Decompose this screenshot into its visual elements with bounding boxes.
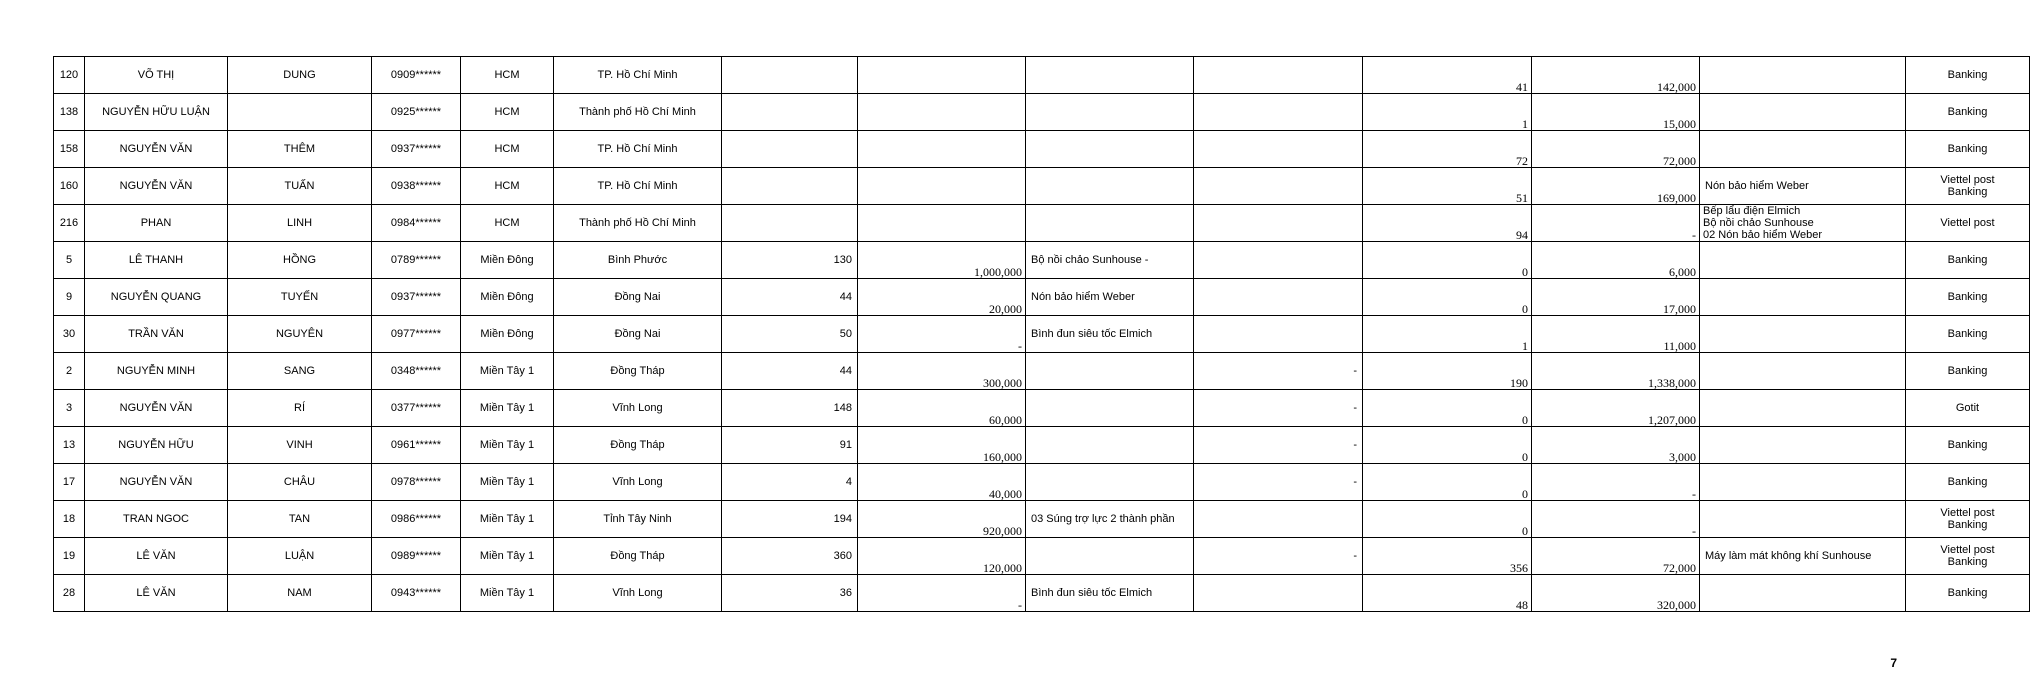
cell-last-name: NGUYỄN VĂN	[85, 390, 228, 427]
cell-col10	[1194, 279, 1363, 316]
cell-col11: 0	[1363, 279, 1532, 316]
cell-col9: 03 Súng trợ lực 2 thành phần	[1026, 501, 1194, 538]
table-row	[54, 501, 2030, 538]
cell-stt: 9	[54, 279, 85, 316]
cell-col13	[1700, 501, 1906, 538]
cell-phone: 0986******	[372, 501, 461, 538]
cell-region: Miền Đông	[461, 316, 554, 353]
cell-col8: 300,000	[858, 353, 1026, 390]
cell-col8: 20,000	[858, 279, 1026, 316]
cell-col10	[1194, 168, 1363, 205]
cell-col13	[1700, 464, 1906, 501]
cell-first-name: THÊM	[228, 131, 372, 168]
cell-payment: Viettel post Banking	[1906, 538, 2030, 575]
cell-region: Miền Tây 1	[461, 501, 554, 538]
table-row	[54, 427, 2030, 464]
cell-col13: Nón bảo hiểm Weber	[1700, 168, 1906, 205]
cell-col10	[1194, 205, 1363, 242]
cell-last-name: NGUYỄN VĂN	[85, 131, 228, 168]
cell-col7: 194	[722, 501, 858, 538]
cell-col9: Nón bảo hiểm Weber	[1026, 279, 1194, 316]
cell-col7: 130	[722, 242, 858, 279]
table-row	[54, 353, 2030, 390]
cell-stt: 18	[54, 501, 85, 538]
cell-col12: -	[1532, 501, 1700, 538]
page-number: 7	[1890, 656, 1897, 670]
cell-stt: 17	[54, 464, 85, 501]
cell-col7: 36	[722, 575, 858, 612]
cell-stt: 158	[54, 131, 85, 168]
cell-first-name: NGUYÊN	[228, 316, 372, 353]
cell-payment: Banking	[1906, 242, 2030, 279]
cell-phone: 0978******	[372, 464, 461, 501]
table-row	[54, 205, 2030, 242]
cell-first-name: TUẤN	[228, 168, 372, 205]
cell-first-name: TUYẾN	[228, 279, 372, 316]
cell-last-name: NGUYỄN HỮU	[85, 427, 228, 464]
cell-payment: Gotit	[1906, 390, 2030, 427]
cell-first-name: HỒNG	[228, 242, 372, 279]
cell-last-name: NGUYỄN HỮU LUẬN	[85, 94, 228, 131]
cell-last-name: NGUYỄN VĂN	[85, 168, 228, 205]
cell-col7: 91	[722, 427, 858, 464]
cell-col7	[722, 94, 858, 131]
cell-region: HCM	[461, 94, 554, 131]
cell-last-name: TRẦN VĂN	[85, 316, 228, 353]
table-row	[54, 57, 2030, 94]
cell-col8	[858, 205, 1026, 242]
cell-col12: 142,000	[1532, 57, 1700, 94]
cell-col13: Bếp lẩu điện Elmich Bộ nồi chảo Sunhouse 02 Nón bảo hiểm Weber	[1700, 205, 1906, 242]
cell-col13	[1700, 316, 1906, 353]
cell-last-name: LÊ VĂN	[85, 575, 228, 612]
cell-col8: 160,000	[858, 427, 1026, 464]
cell-last-name: VÕ THỊ	[85, 57, 228, 94]
cell-region: Miền Đông	[461, 242, 554, 279]
table-row	[54, 316, 2030, 353]
cell-col10	[1194, 316, 1363, 353]
cell-region: Miền Tây 1	[461, 353, 554, 390]
cell-first-name: DUNG	[228, 57, 372, 94]
cell-col11: 0	[1363, 390, 1532, 427]
table-row	[54, 279, 2030, 316]
cell-col7: 50	[722, 316, 858, 353]
cell-col11: 72	[1363, 131, 1532, 168]
cell-province: Tỉnh Tây Ninh	[554, 501, 722, 538]
cell-phone: 0937******	[372, 279, 461, 316]
cell-phone: 0989******	[372, 538, 461, 575]
cell-col10	[1194, 242, 1363, 279]
cell-phone: 0348******	[372, 353, 461, 390]
cell-province: TP. Hồ Chí Minh	[554, 131, 722, 168]
cell-province: Thành phố Hồ Chí Minh	[554, 205, 722, 242]
cell-col8	[858, 131, 1026, 168]
cell-payment: Banking	[1906, 94, 2030, 131]
cell-col10: -	[1194, 353, 1363, 390]
cell-col13	[1700, 242, 1906, 279]
cell-col9: Bộ nồi chảo Sunhouse -	[1026, 242, 1194, 279]
cell-stt: 30	[54, 316, 85, 353]
cell-col7	[722, 131, 858, 168]
cell-phone: 0943******	[372, 575, 461, 612]
cell-province: Đồng Tháp	[554, 353, 722, 390]
cell-col8: 120,000	[858, 538, 1026, 575]
cell-region: HCM	[461, 131, 554, 168]
cell-col8: 1,000,000	[858, 242, 1026, 279]
cell-col13	[1700, 94, 1906, 131]
cell-col10	[1194, 501, 1363, 538]
cell-province: Vĩnh Long	[554, 575, 722, 612]
cell-phone: 0961******	[372, 427, 461, 464]
cell-phone: 0789******	[372, 242, 461, 279]
cell-col12: -	[1532, 205, 1700, 242]
cell-payment: Banking	[1906, 131, 2030, 168]
cell-col7	[722, 57, 858, 94]
cell-phone: 0909******	[372, 57, 461, 94]
cell-col13: Máy làm mát không khí Sunhouse	[1700, 538, 1906, 575]
cell-first-name: NAM	[228, 575, 372, 612]
cell-stt: 2	[54, 353, 85, 390]
cell-col12: 72,000	[1532, 131, 1700, 168]
cell-col11: 48	[1363, 575, 1532, 612]
cell-col12: 3,000	[1532, 427, 1700, 464]
cell-col12: 6,000	[1532, 242, 1700, 279]
cell-province: Đồng Tháp	[554, 427, 722, 464]
cell-col11: 94	[1363, 205, 1532, 242]
cell-col13	[1700, 353, 1906, 390]
cell-col8	[858, 168, 1026, 205]
cell-col9	[1026, 427, 1194, 464]
cell-region: Miền Tây 1	[461, 390, 554, 427]
cell-col11: 51	[1363, 168, 1532, 205]
cell-province: Đồng Nai	[554, 316, 722, 353]
table-row	[54, 390, 2030, 427]
cell-col9	[1026, 353, 1194, 390]
cell-col7: 44	[722, 353, 858, 390]
cell-stt: 120	[54, 57, 85, 94]
cell-col11: 0	[1363, 464, 1532, 501]
cell-col9	[1026, 57, 1194, 94]
cell-col7: 148	[722, 390, 858, 427]
table-row	[54, 242, 2030, 279]
cell-last-name: LÊ VĂN	[85, 538, 228, 575]
cell-col10: -	[1194, 427, 1363, 464]
cell-province: Đồng Tháp	[554, 538, 722, 575]
cell-phone: 0984******	[372, 205, 461, 242]
cell-stt: 216	[54, 205, 85, 242]
cell-province: Thành phố Hồ Chí Minh	[554, 94, 722, 131]
cell-col10	[1194, 575, 1363, 612]
table-row	[54, 464, 2030, 501]
table-row	[54, 131, 2030, 168]
cell-last-name: NGUYỄN QUANG	[85, 279, 228, 316]
cell-col7: 360	[722, 538, 858, 575]
cell-last-name: PHAN	[85, 205, 228, 242]
cell-first-name: CHÂU	[228, 464, 372, 501]
cell-col9	[1026, 464, 1194, 501]
cell-col12: 15,000	[1532, 94, 1700, 131]
cell-col11: 0	[1363, 501, 1532, 538]
cell-col7	[722, 205, 858, 242]
cell-region: Miền Tây 1	[461, 464, 554, 501]
cell-col10	[1194, 57, 1363, 94]
cell-province: TP. Hồ Chí Minh	[554, 57, 722, 94]
cell-province: Vĩnh Long	[554, 464, 722, 501]
table-row	[54, 94, 2030, 131]
cell-col8	[858, 94, 1026, 131]
cell-region: HCM	[461, 57, 554, 94]
cell-phone: 0937******	[372, 131, 461, 168]
cell-payment: Viettel post Banking	[1906, 168, 2030, 205]
cell-region: HCM	[461, 168, 554, 205]
cell-region: Miền Tây 1	[461, 575, 554, 612]
cell-payment: Banking	[1906, 57, 2030, 94]
cell-col11: 190	[1363, 353, 1532, 390]
cell-province: TP. Hồ Chí Minh	[554, 168, 722, 205]
cell-col12: 72,000	[1532, 538, 1700, 575]
cell-col13	[1700, 131, 1906, 168]
cell-col10: -	[1194, 464, 1363, 501]
cell-col7	[722, 168, 858, 205]
cell-last-name: TRAN NGOC	[85, 501, 228, 538]
cell-first-name	[228, 94, 372, 131]
cell-first-name: TAN	[228, 501, 372, 538]
cell-col12: 17,000	[1532, 279, 1700, 316]
cell-stt: 5	[54, 242, 85, 279]
cell-col8: 40,000	[858, 464, 1026, 501]
cell-col11: 0	[1363, 242, 1532, 279]
cell-col13	[1700, 57, 1906, 94]
cell-province: Vĩnh Long	[554, 390, 722, 427]
cell-region: Miền Tây 1	[461, 427, 554, 464]
table-body	[54, 57, 2030, 612]
cell-col12: 320,000	[1532, 575, 1700, 612]
cell-phone: 0925******	[372, 94, 461, 131]
cell-col9	[1026, 168, 1194, 205]
cell-payment: Banking	[1906, 427, 2030, 464]
cell-province: Bình Phước	[554, 242, 722, 279]
cell-phone: 0938******	[372, 168, 461, 205]
cell-last-name: NGUYỄN MINH	[85, 353, 228, 390]
cell-col12: 1,207,000	[1532, 390, 1700, 427]
cell-payment: Banking	[1906, 353, 2030, 390]
cell-province: Đồng Nai	[554, 279, 722, 316]
cell-first-name: LUẬN	[228, 538, 372, 575]
cell-col13	[1700, 390, 1906, 427]
cell-first-name: RÍ	[228, 390, 372, 427]
cell-col9: Bình đun siêu tốc Elmich	[1026, 575, 1194, 612]
cell-col12: 1,338,000	[1532, 353, 1700, 390]
cell-col9: Bình đun siêu tốc Elmich	[1026, 316, 1194, 353]
cell-col11: 356	[1363, 538, 1532, 575]
cell-col13	[1700, 279, 1906, 316]
cell-col7: 44	[722, 279, 858, 316]
cell-col11: 0	[1363, 427, 1532, 464]
cell-col12: 11,000	[1532, 316, 1700, 353]
cell-region: Miền Đông	[461, 279, 554, 316]
cell-col9	[1026, 205, 1194, 242]
cell-col10: -	[1194, 538, 1363, 575]
cell-col8: 60,000	[858, 390, 1026, 427]
cell-stt: 160	[54, 168, 85, 205]
cell-col9	[1026, 94, 1194, 131]
cell-col8: -	[858, 575, 1026, 612]
cell-col13	[1700, 575, 1906, 612]
table-row	[54, 168, 2030, 205]
cell-col7: 4	[722, 464, 858, 501]
cell-col9	[1026, 390, 1194, 427]
cell-payment: Banking	[1906, 316, 2030, 353]
cell-first-name: LINH	[228, 205, 372, 242]
cell-first-name: VINH	[228, 427, 372, 464]
cell-col11: 1	[1363, 316, 1532, 353]
cell-col10	[1194, 94, 1363, 131]
cell-col11: 1	[1363, 94, 1532, 131]
cell-phone: 0377******	[372, 390, 461, 427]
cell-payment: Banking	[1906, 279, 2030, 316]
cell-payment: Viettel post	[1906, 205, 2030, 242]
cell-region: Miền Tây 1	[461, 538, 554, 575]
cell-first-name: SANG	[228, 353, 372, 390]
table-row	[54, 575, 2030, 612]
cell-last-name: LÊ THANH	[85, 242, 228, 279]
cell-payment: Viettel post Banking	[1906, 501, 2030, 538]
cell-col9	[1026, 538, 1194, 575]
cell-col8	[858, 57, 1026, 94]
cell-col12: 169,000	[1532, 168, 1700, 205]
cell-col10: -	[1194, 390, 1363, 427]
cell-phone: 0977******	[372, 316, 461, 353]
cell-stt: 19	[54, 538, 85, 575]
cell-col8: 920,000	[858, 501, 1026, 538]
table-row	[54, 538, 2030, 575]
cell-stt: 138	[54, 94, 85, 131]
cell-payment: Banking	[1906, 575, 2030, 612]
cell-region: HCM	[461, 205, 554, 242]
cell-col10	[1194, 131, 1363, 168]
cell-col9	[1026, 131, 1194, 168]
cell-stt: 13	[54, 427, 85, 464]
cell-col8: -	[858, 316, 1026, 353]
data-table	[53, 56, 2030, 612]
cell-stt: 3	[54, 390, 85, 427]
cell-col11: 41	[1363, 57, 1532, 94]
cell-col12: -	[1532, 464, 1700, 501]
cell-last-name: NGUYỄN VĂN	[85, 464, 228, 501]
cell-col13	[1700, 427, 1906, 464]
cell-stt: 28	[54, 575, 85, 612]
cell-payment: Banking	[1906, 464, 2030, 501]
